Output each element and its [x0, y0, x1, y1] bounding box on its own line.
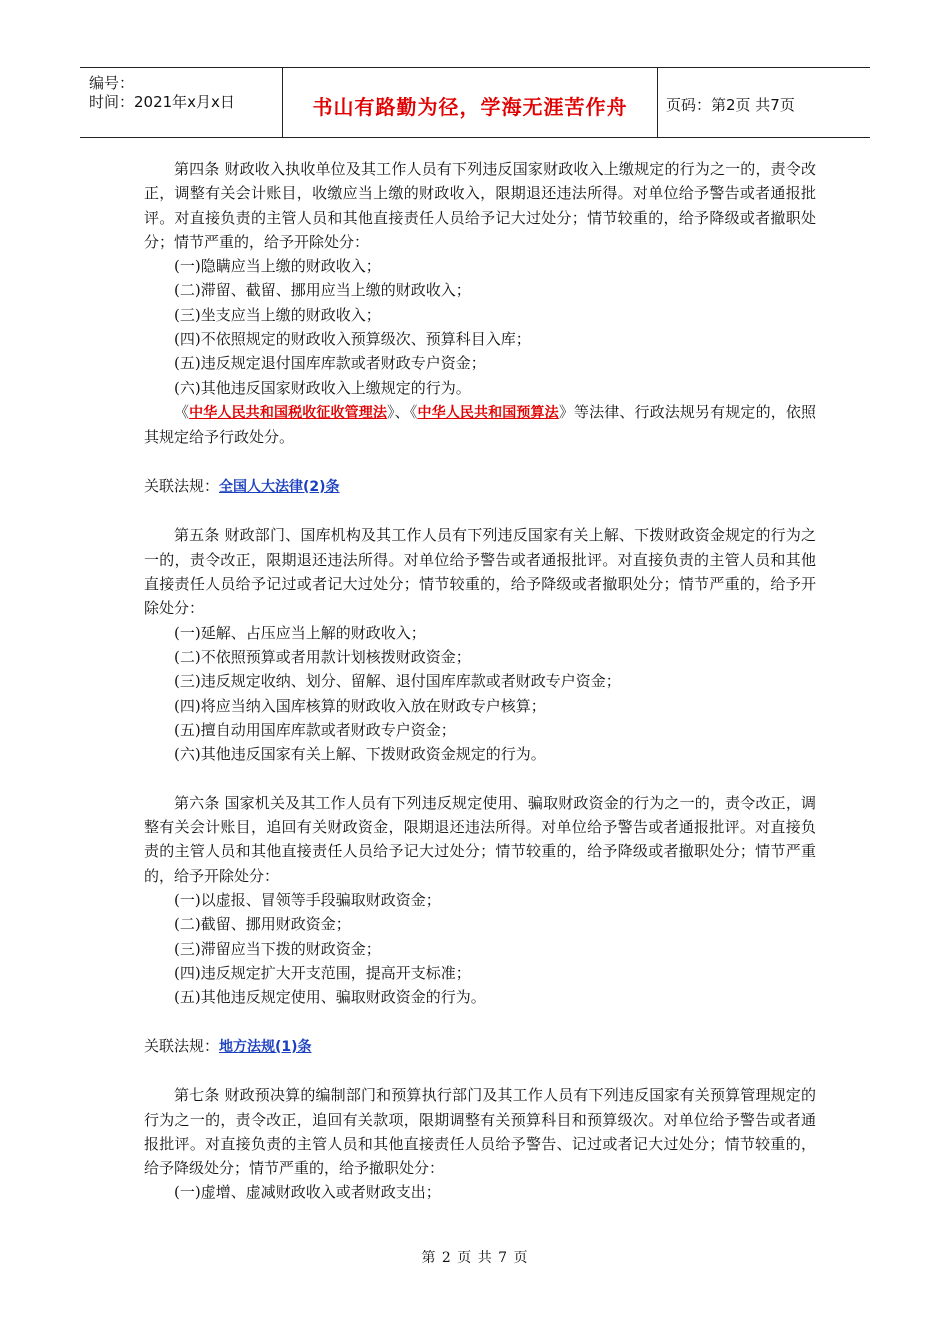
page-footer: 第 2 页 共 7 页	[421, 1250, 529, 1266]
related-laws-6	[144, 1034, 816, 1059]
list-item: (四)将应当纳入国库核算的财政收入放在财政专户核算；	[174, 696, 546, 715]
list-item: (二)滞留、截留、挪用应当上缴的财政收入；	[174, 281, 471, 300]
list-item: (三)滞留应当下拨的财政资金；	[174, 939, 381, 958]
related-link-national-law[interactable]: 全国人大法律(2)条	[219, 478, 340, 495]
list-item: (一)隐瞒应当上缴的财政收入；	[174, 257, 381, 276]
page-header	[80, 67, 870, 138]
list-item: (五)违反规定退付国库库款或者财政专户资金；	[174, 354, 486, 373]
article-4-intro: 第四条 财政收入执收单位及其工作人员有下列违反国家财政收入上缴规定的行为之一的，责令改正，调整有关会计账目，收缴应当上缴的财政收入，限期退还违法所得。对单位给予警告或者通报批评。对直接负责的主管人员和其他直接责任人员给予记大过处分；情节较重的，给予降级或者撤职处分；情节严重的，给予开除处分：	[144, 160, 816, 251]
list-item: (一)延解、占压应当上解的财政收入；	[174, 623, 426, 642]
header-page-info: 页码：第2页 共7页	[666, 96, 795, 114]
list-item: (五)擅自动用国库库款或者财政专户资金；	[174, 720, 456, 739]
list-item: (二)不依照预算或者用款计划核拨财政资金；	[174, 647, 471, 666]
list-item: (四)违反规定扩大开支范围，提高开支标准；	[174, 963, 471, 982]
header-motto-cell	[283, 68, 658, 137]
header-meta	[80, 68, 283, 137]
document-body	[144, 157, 816, 1205]
related-link-local-law[interactable]: 地方法规(1)条	[219, 1038, 312, 1055]
article-5-intro: 第五条 财政部门、国库机构及其工作人员有下列违反国家有关上解、下拨财政资金规定的行为之一的，责令改正，限期退还违法所得。对单位给予警告或者通报批评。对直接负责的主管人员和其他直接责任人员给予记过或者记大过处分；情节较重的，给予降级或者撤职处分；情节严重的，给予开除处分：	[144, 526, 816, 618]
list-item: (五)其他违反规定使用、骗取财政资金的行为。	[174, 988, 486, 1007]
article-7-intro: 第七条 财政预决算的编制部门和预算执行部门及其工作人员有下列违反国家有关预算管理规定的行为之一的，责令改正，追回有关款项，限期调整有关预算科目和预算级次。对单位给予警告或者通报批评。对直接负责的主管人员和其他直接责任人员给予警告、记过或者记大过处分；情节较重的，给予降级处分；情节严重的，给予撤职处分：	[144, 1086, 816, 1178]
bracket-text: 《	[174, 402, 190, 421]
related-laws-4	[144, 474, 816, 499]
list-item: (二)截留、挪用财政资金；	[174, 915, 351, 934]
related-label: 关联法规：	[144, 1036, 220, 1055]
list-item: (六)其他违反国家财政收入上缴规定的行为。	[174, 378, 471, 397]
law-link-budget-law[interactable]: 中华人民共和国预算法	[417, 404, 559, 421]
serial-label: 编号：	[89, 74, 135, 92]
article-4-closing	[144, 400, 816, 450]
law-link-tax-collection[interactable]: 中华人民共和国税收征收管理法	[189, 404, 388, 421]
list-item: (一)以虚报、冒领等手段骗取财政资金；	[174, 890, 441, 909]
list-item: (三)坐支应当上缴的财政收入；	[174, 305, 381, 324]
article-6-intro: 第六条 国家机关及其工作人员有下列违反规定使用、骗取财政资金的行为之一的，责令改正，调整有关会计账目，追回有关财政资金，限期退还违法所得。对单位给予警告或者通报批评。对直接负责的主管人员和其他直接责任人员给予记大过处分；情节较重的，给予降级或者撤职处分；情节严重的，给予开除处分：	[144, 793, 816, 885]
list-item: (一)虚增、虚减财政收入或者财政支出；	[174, 1183, 441, 1202]
list-item: (四)不依照规定的财政收入预算级次、预算科目入库；	[174, 330, 531, 349]
date-line: 时间：2021年x月x日	[89, 93, 235, 111]
related-label: 关联法规：	[144, 476, 220, 495]
bracket-text: 》、《	[387, 402, 418, 421]
list-item: (六)其他违反国家有关上解、下拨财政资金规定的行为。	[174, 745, 546, 764]
list-item: (三)违反规定收纳、划分、留解、退付国库库款或者财政专户资金；	[174, 672, 621, 691]
header-motto: 书山有路勤为径，学海无涯苦作舟	[312, 95, 628, 119]
closing-text: 》等法律、行政法规另有规定的，依照其规定给予行政处分。	[144, 402, 816, 447]
header-page-cell	[658, 68, 870, 137]
